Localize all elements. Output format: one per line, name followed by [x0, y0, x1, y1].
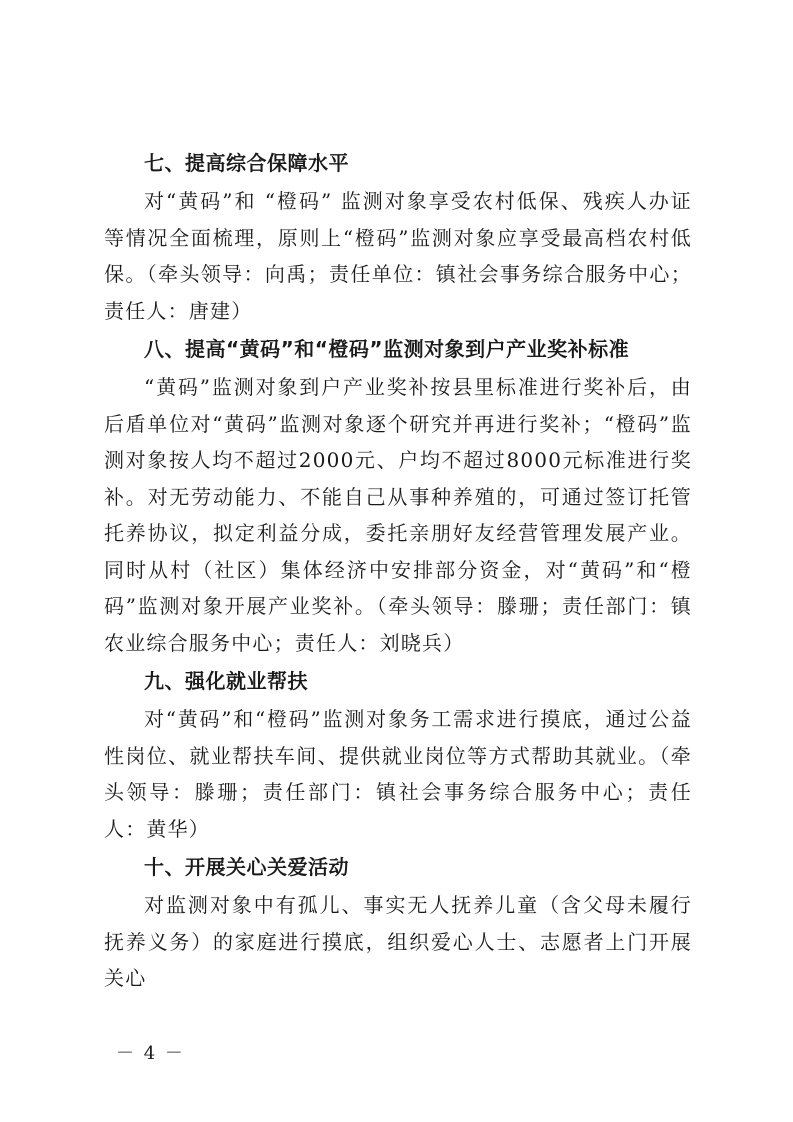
section-heading-7: 七、提高综合保障水平: [144, 151, 349, 175]
section-paragraph-7: 对“黄码”和 “橙码” 监测对象享受农村低保、残疾人办证等情况全面梳理，原则上“橙码”监测对象应享受最高档农村低保。（牵头领导：向禹；责任单位：镇社会事务综合服务中心；责任人：唐建）: [104, 189, 692, 323]
section-paragraph-8: “黄码”监测对象到户产业奖补按县里标准进行奖补后，由后盾单位对“黄码”监测对象逐个研究并再进行奖补；“橙码”监测对象按人均不超过2000元、户均不超过8000元标准进行奖补。对无劳动能力、不能自己从事种养殖的，可通过签订托管托养协议，拟定利益分成，委托亲朋好友经营管理发展产业。同时从村（社区）集体经济中安排部分资金，对“黄码”和“橙码”监测对象开展产业奖补。（牵头领导：滕珊；责任部门：镇农业综合服务中心；责任人：刘晓兵）: [104, 375, 692, 655]
section-paragraph-9: 对“黄码”和“橙码”监测对象务工需求进行摸底，通过公益性岗位、就业帮扶车间、提供就业岗位等方式帮助其就业。（牵头领导：滕珊；责任部门：镇社会事务综合服务中心；责任人：黄华）: [104, 707, 692, 841]
document-body: [104, 145, 692, 999]
section-paragraph-10: 对监测对象中有孤儿、事实无人抚养儿童（含父母未履行抚养义务）的家庭进行摸底，组织爱心人士、志愿者上门开展关心: [104, 893, 692, 990]
section-heading-9: 九、强化就业帮扶: [144, 669, 308, 693]
section-heading-10: 十、开展关心关爱活动: [144, 855, 349, 879]
page-number: － 4 －: [116, 1043, 185, 1064]
section-heading-8: 八、提高“黄码”和“橙码”监测对象到户产业奖补标准: [144, 337, 630, 361]
